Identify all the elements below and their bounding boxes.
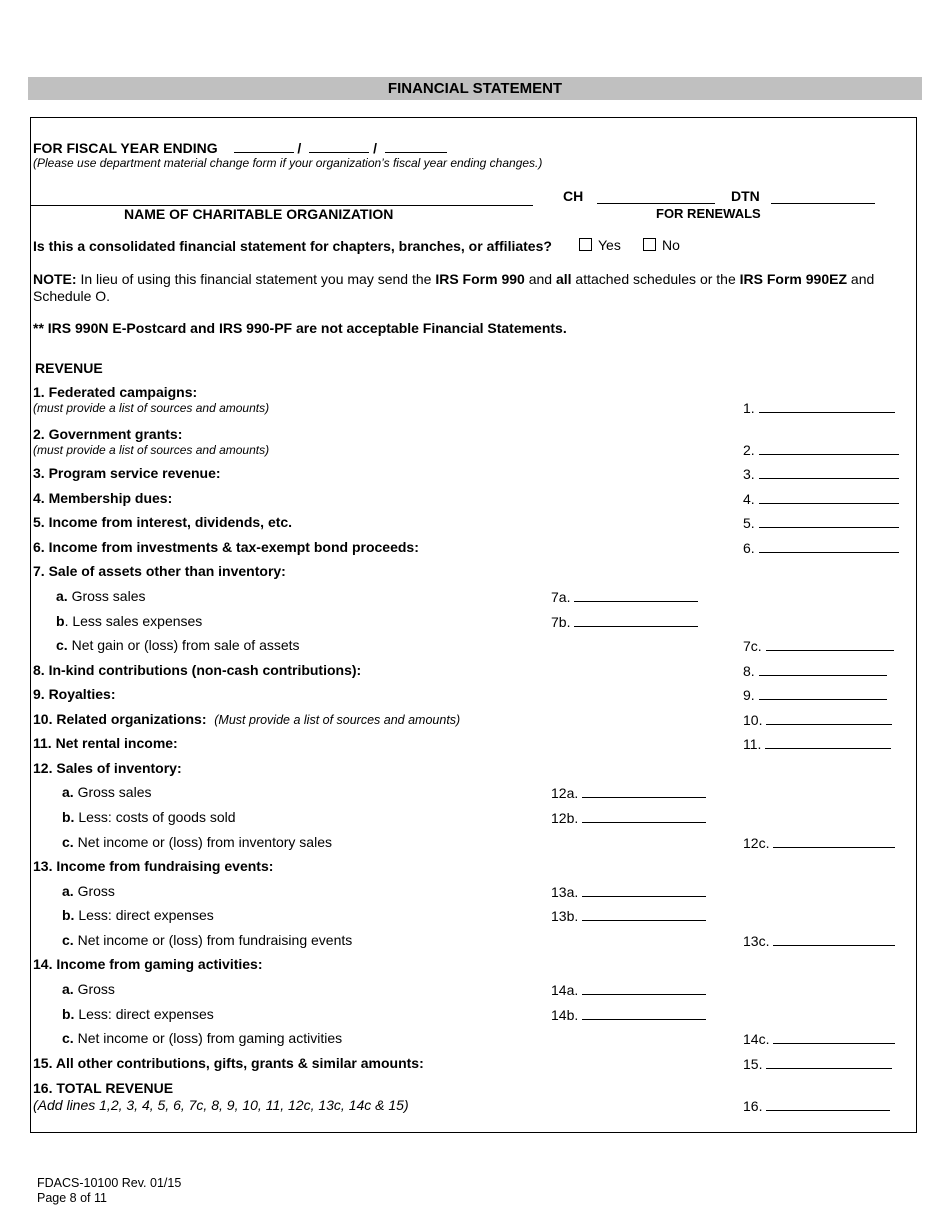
irs-note: ** IRS 990N E-Postcard and IRS 990-PF are not acceptable Financial Statements.: [33, 320, 567, 336]
line-1-label: 1. Federated campaigns:: [33, 384, 198, 400]
line-2-amount[interactable]: 2.: [743, 441, 899, 458]
line-4-label: 4. Membership dues:: [33, 490, 173, 506]
line-16-sub: (Add lines 1,2, 3, 4, 5, 6, 7c, 8, 9, 10, 11, 12c, 13c, 14c & 15): [33, 1097, 409, 1113]
line-5-label: 5. Income from interest, dividends, etc.: [33, 514, 293, 530]
line-9-label: 9. Royalties:: [33, 686, 116, 702]
line-7a-amount[interactable]: 7a.: [551, 588, 698, 605]
line-6-amount[interactable]: 6.: [743, 539, 899, 556]
line-7b-label: b. Less sales expenses: [56, 613, 203, 629]
line-13-label: 13. Income from fundraising events:: [33, 858, 274, 874]
renewals-label: FOR RENEWALS: [656, 206, 761, 221]
consolidated-no-option[interactable]: No: [643, 237, 680, 253]
fiscal-year-field[interactable]: [385, 139, 447, 153]
line-13c-label: c. Net income or (loss) from fundraising events: [62, 932, 353, 948]
line-12b-label: b. Less: costs of goods sold: [62, 809, 236, 825]
line-8-label: 8. In-kind contributions (non-cash contributions):: [33, 662, 362, 678]
line-15-amount[interactable]: 15.: [743, 1055, 892, 1072]
line-1-sub: (must provide a list of sources and amounts): [33, 401, 270, 415]
line-13a-label: a. Gross: [62, 883, 115, 899]
line-11-amount[interactable]: 11.: [743, 735, 891, 752]
line-2-sub: (must provide a list of sources and amounts): [33, 443, 270, 457]
page-title: FINANCIAL STATEMENT: [28, 77, 922, 100]
line-11-label: 11. Net rental income:: [33, 735, 178, 751]
fiscal-day-field[interactable]: [309, 139, 369, 153]
line-7a-label: a. Gross sales: [56, 588, 146, 604]
line-14b-label: b. Less: direct expenses: [62, 1006, 214, 1022]
line-3-amount[interactable]: 3.: [743, 465, 899, 482]
line-7c-label: c. Net gain or (loss) from sale of assets: [56, 637, 300, 653]
line-3-label: 3. Program service revenue:: [33, 465, 221, 481]
line-12c-amount[interactable]: 12c.: [743, 834, 895, 851]
dtn-field[interactable]: [771, 203, 875, 204]
fiscal-note: (Please use department material change form if your organization’s fiscal year ending changes.): [33, 156, 543, 170]
line-14-label: 14. Income from gaming activities:: [33, 956, 263, 972]
line-14c-amount[interactable]: 14c.: [743, 1030, 895, 1047]
line-12c-label: c. Net income or (loss) from inventory sales: [62, 834, 332, 850]
line-2-label: 2. Government grants:: [33, 426, 183, 442]
ch-label: CH: [563, 188, 584, 204]
consolidated-yes-option[interactable]: Yes: [579, 237, 621, 253]
line-12a-label: a. Gross sales: [62, 784, 152, 800]
dtn-label: DTN: [731, 188, 760, 204]
no-checkbox[interactable]: [643, 238, 656, 251]
fiscal-month-field[interactable]: [234, 139, 294, 153]
line-5-amount[interactable]: 5.: [743, 514, 899, 531]
line-13a-amount[interactable]: 13a.: [551, 883, 706, 900]
line-7-label: 7. Sale of assets other than inventory:: [33, 563, 286, 579]
line-12b-amount[interactable]: 12b.: [551, 809, 706, 826]
yes-checkbox[interactable]: [579, 238, 592, 251]
line-14a-amount[interactable]: 14a.: [551, 981, 706, 998]
line-4-amount[interactable]: 4.: [743, 490, 899, 507]
consolidated-question: Is this a consolidated financial statement for chapters, branches, or affiliates?: [33, 238, 552, 254]
page-number: Page 8 of 11: [37, 1191, 107, 1205]
line-16-amount[interactable]: 16.: [743, 1097, 890, 1114]
line-13b-amount[interactable]: 13b.: [551, 907, 706, 924]
line-8-amount[interactable]: 8.: [743, 662, 887, 679]
line-14a-label: a. Gross: [62, 981, 115, 997]
ch-field[interactable]: [597, 203, 715, 204]
line-9-amount[interactable]: 9.: [743, 686, 887, 703]
line-14c-label: c. Net income or (loss) from gaming activities: [62, 1030, 343, 1046]
line-14b-amount[interactable]: 14b.: [551, 1006, 706, 1023]
line-7c-amount[interactable]: 7c.: [743, 637, 894, 654]
line-12a-amount[interactable]: 12a.: [551, 784, 706, 801]
line-12-label: 12. Sales of inventory:: [33, 760, 182, 776]
line-13b-label: b. Less: direct expenses: [62, 907, 214, 923]
fiscal-year-label: FOR FISCAL YEAR ENDING / /: [33, 139, 447, 156]
line-1-amount[interactable]: 1.: [743, 399, 895, 416]
line-7b-amount[interactable]: 7b.: [551, 613, 698, 630]
line-16-label: 16. TOTAL REVENUE: [33, 1080, 174, 1096]
note-paragraph: NOTE: In lieu of using this financial statement you may send the IRS Form 990 and all attached schedules or the IRS Form 990EZ and Schedule O.: [33, 271, 875, 304]
line-10-amount[interactable]: 10.: [743, 711, 892, 728]
line-10-label: 10. Related organizations: (Must provide a list of sources and amounts): [33, 711, 461, 727]
line-15-label: 15. All other contributions, gifts, grants & similar amounts:: [33, 1055, 424, 1071]
line-6-label: 6. Income from investments & tax-exempt bond proceeds:: [33, 539, 419, 555]
line-13c-amount[interactable]: 13c.: [743, 932, 895, 949]
form-number: FDACS-10100 Rev. 01/15: [37, 1176, 182, 1190]
revenue-heading: REVENUE: [35, 360, 103, 376]
org-name-label: NAME OF CHARITABLE ORGANIZATION: [124, 206, 394, 222]
